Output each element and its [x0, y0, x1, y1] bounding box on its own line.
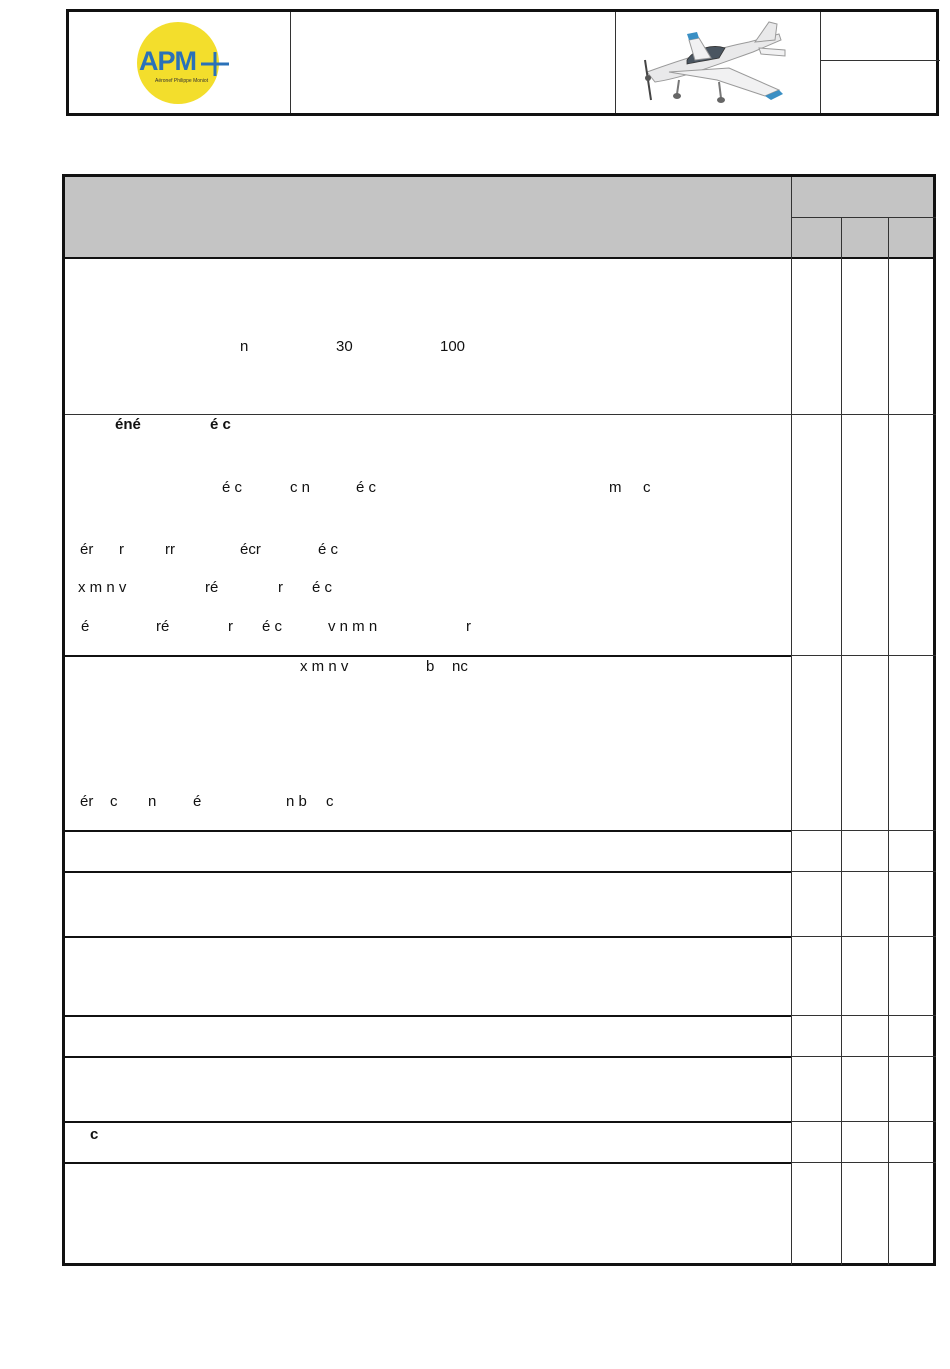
row10-label: c: [90, 1126, 99, 1143]
row3-text: x m n v: [300, 658, 349, 675]
row2-text: ér: [80, 541, 94, 558]
row1-text: 100: [440, 338, 466, 355]
row2-text: c: [643, 479, 651, 496]
row2-text: v n m n: [328, 618, 378, 635]
row2-text: é c: [222, 479, 243, 496]
row2-text: é c: [318, 541, 339, 558]
row3-text: nc: [452, 658, 468, 675]
header-divider: [615, 12, 616, 113]
row-divider: [65, 1162, 791, 1164]
logo-subtitle: Aéronef Philippe Moniot: [155, 78, 209, 84]
row-divider: [65, 1121, 791, 1123]
row-divider: [791, 830, 936, 831]
row2-title: é c: [210, 416, 231, 433]
row-divider: [65, 871, 791, 873]
row-divider: [791, 1056, 936, 1057]
row2-text: m: [609, 479, 622, 496]
row2-text: é c: [262, 618, 283, 635]
row3-text: é: [193, 793, 202, 810]
column-divider: [841, 217, 842, 1265]
row2-text: rr: [165, 541, 175, 558]
row2-text: ré: [156, 618, 170, 635]
row-divider: [791, 1162, 936, 1163]
row-divider: [65, 1056, 791, 1058]
checklist-table: [62, 174, 936, 1266]
row2-text: é c: [312, 579, 333, 596]
row2-text: x m n v: [78, 579, 127, 596]
row-divider: [791, 871, 936, 872]
header-divider: [820, 60, 940, 61]
row-divider: [791, 1121, 936, 1122]
row2-text: r: [228, 618, 233, 635]
row2-text: ré: [205, 579, 219, 596]
header-divider: [290, 12, 291, 113]
row3-text: n: [148, 793, 157, 810]
row-divider: [791, 936, 936, 937]
document-header: [66, 9, 939, 116]
row3-text: c: [326, 793, 334, 810]
table-header: [65, 177, 933, 259]
header-divider: [820, 12, 821, 113]
aircraft-icon: [629, 20, 789, 108]
column-divider: [791, 177, 792, 1265]
row-divider: [791, 655, 936, 656]
header-subdivider: [791, 217, 936, 218]
row2-text: écr: [240, 541, 261, 558]
row-divider: [65, 655, 791, 657]
row2-text: é: [81, 618, 90, 635]
row-divider: [65, 830, 791, 832]
row2-text: r: [466, 618, 471, 635]
logo-cross-icon: [199, 50, 231, 78]
row3-text: c: [110, 793, 118, 810]
column-divider: [888, 217, 889, 1265]
row-divider: [65, 936, 791, 938]
row3-text: n b: [286, 793, 307, 810]
row-divider: [65, 1015, 791, 1017]
row2-text: c n: [290, 479, 311, 496]
row2-text: é c: [356, 479, 377, 496]
row-divider: [791, 1015, 936, 1016]
row1-text: n: [240, 338, 249, 355]
row3-text: ér: [80, 793, 94, 810]
row2-text: r: [278, 579, 283, 596]
row3-text: b: [426, 658, 435, 675]
row1-text: 30: [336, 338, 353, 355]
row2-text: r: [119, 541, 124, 558]
row2-title: éné: [115, 416, 141, 433]
logo-text: APM: [139, 46, 196, 76]
row-divider: [65, 414, 936, 415]
